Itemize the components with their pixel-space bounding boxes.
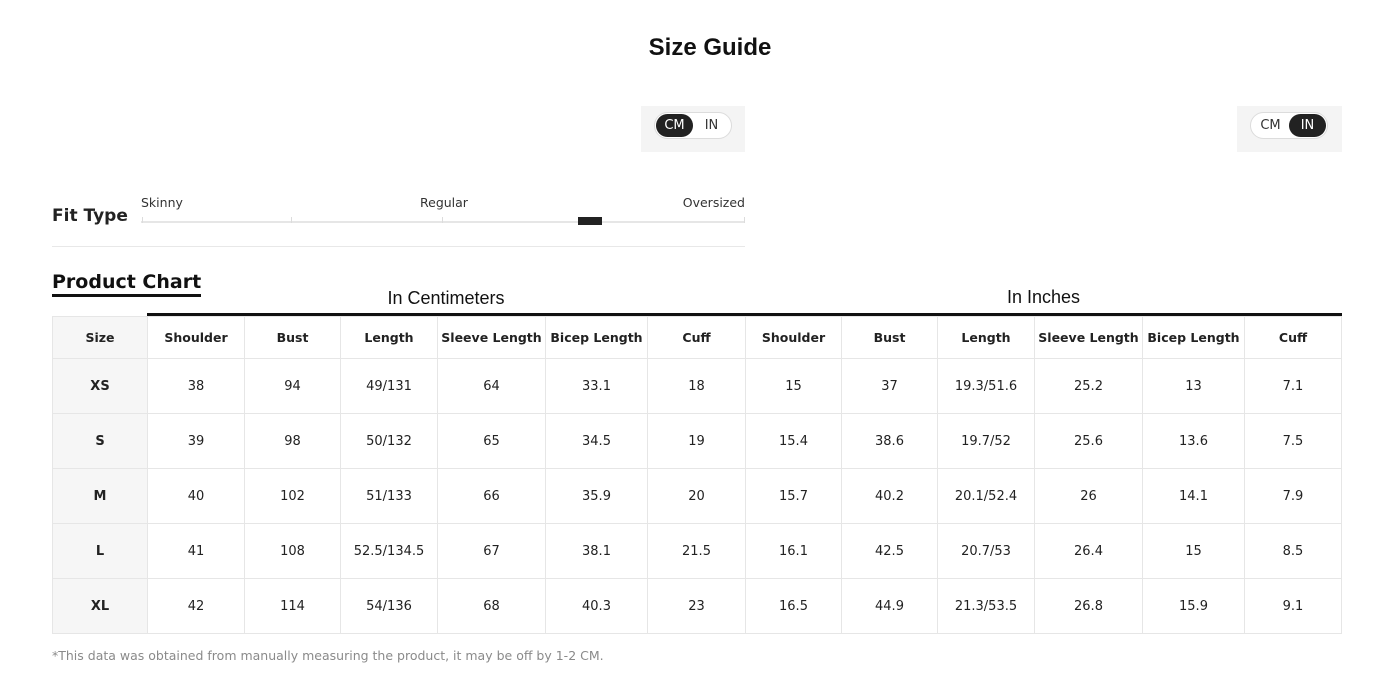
cm-value-cell: 39 (148, 414, 245, 469)
cm-value-cell: 64 (438, 359, 546, 414)
in-value-cell: 15.4 (746, 414, 842, 469)
cm-value-cell: 21.5 (648, 524, 746, 579)
in-column-header: Length (938, 317, 1035, 359)
in-value-cell: 38.6 (842, 414, 938, 469)
fit-option-oversized: Oversized (682, 195, 745, 210)
cm-column-header: Shoulder (148, 317, 245, 359)
cm-value-cell: 54/136 (341, 579, 438, 634)
in-value-cell: 26 (1035, 469, 1143, 524)
cm-value-cell: 108 (245, 524, 341, 579)
in-value-cell: 16.1 (746, 524, 842, 579)
fit-option-skinny: Skinny (141, 195, 183, 210)
fit-scale-track (141, 221, 745, 223)
unit-toggle-cm (654, 112, 732, 139)
in-value-cell: 26.8 (1035, 579, 1143, 634)
cm-value-cell: 66 (438, 469, 546, 524)
in-value-cell: 15.7 (746, 469, 842, 524)
in-column-header: Cuff (1245, 317, 1342, 359)
cm-column-header: Length (341, 317, 438, 359)
in-column-header: Bicep Length (1143, 317, 1245, 359)
cm-value-cell: 19 (648, 414, 746, 469)
fit-scale-tick (142, 217, 143, 223)
in-value-cell: 15.9 (1143, 579, 1245, 634)
cm-column-header: Cuff (648, 317, 746, 359)
fit-scale-tick (442, 217, 443, 223)
in-column-header: Shoulder (746, 317, 842, 359)
in-column-header: Sleeve Length (1035, 317, 1143, 359)
table-row (53, 414, 1342, 469)
unit-option-cm[interactable]: CM (1260, 118, 1281, 133)
unit-toggle-in (1250, 112, 1328, 139)
in-value-cell: 7.5 (1245, 414, 1342, 469)
in-value-cell: 19.3/51.6 (938, 359, 1035, 414)
in-value-cell: 44.9 (842, 579, 938, 634)
cm-value-cell: 18 (648, 359, 746, 414)
cm-value-cell: 98 (245, 414, 341, 469)
cm-value-cell: 50/132 (341, 414, 438, 469)
measurement-footnote: *This data was obtained from manually measuring the product, it may be off by 1-2 CM. (52, 648, 604, 663)
cm-value-cell: 65 (438, 414, 546, 469)
in-value-cell: 16.5 (746, 579, 842, 634)
size-cell: M (53, 469, 148, 524)
in-value-cell: 15 (1143, 524, 1245, 579)
in-value-cell: 42.5 (842, 524, 938, 579)
cm-value-cell: 52.5/134.5 (341, 524, 438, 579)
fit-level-marker (578, 217, 602, 225)
size-cell: XL (53, 579, 148, 634)
table-row (53, 524, 1342, 579)
in-value-cell: 19.7/52 (938, 414, 1035, 469)
table-row (53, 579, 1342, 634)
centimeters-heading: In Centimeters (387, 288, 505, 308)
unit-toggle-panel-cm (641, 106, 745, 152)
in-value-cell: 7.1 (1245, 359, 1342, 414)
cm-value-cell: 94 (245, 359, 341, 414)
cm-value-cell: 33.1 (546, 359, 648, 414)
cm-value-cell: 23 (648, 579, 746, 634)
in-value-cell: 8.5 (1245, 524, 1342, 579)
cm-value-cell: 38 (148, 359, 245, 414)
cm-value-cell: 41 (148, 524, 245, 579)
product-chart-tab[interactable]: Product Chart (52, 270, 201, 297)
size-cell: L (53, 524, 148, 579)
cm-value-cell: 102 (245, 469, 341, 524)
cm-value-cell: 40 (148, 469, 245, 524)
inches-heading: In Inches (1006, 287, 1081, 307)
in-column-header: Bust (842, 317, 938, 359)
in-value-cell: 15 (746, 359, 842, 414)
unit-option-in[interactable]: IN (1289, 114, 1326, 137)
cm-value-cell: 20 (648, 469, 746, 524)
in-value-cell: 20.7/53 (938, 524, 1035, 579)
fit-scale-tick (744, 217, 745, 223)
cm-value-cell: 42 (148, 579, 245, 634)
in-value-cell: 13 (1143, 359, 1245, 414)
fit-type-label: Fit Type (52, 206, 128, 226)
cm-column-header: Bicep Length (546, 317, 648, 359)
page-title: Size Guide (648, 34, 772, 61)
table-header-row (53, 317, 1342, 359)
size-cell: S (53, 414, 148, 469)
cm-value-cell: 38.1 (546, 524, 648, 579)
fit-scale-labels (141, 195, 745, 211)
in-value-cell: 25.6 (1035, 414, 1143, 469)
cm-value-cell: 40.3 (546, 579, 648, 634)
fit-option-regular: Regular (420, 195, 468, 210)
in-value-cell: 20.1/52.4 (938, 469, 1035, 524)
in-value-cell: 13.6 (1143, 414, 1245, 469)
fit-scale-tick (291, 217, 292, 223)
in-value-cell: 40.2 (842, 469, 938, 524)
cm-value-cell: 49/131 (341, 359, 438, 414)
unit-option-cm[interactable]: CM (656, 114, 693, 137)
cm-value-cell: 34.5 (546, 414, 648, 469)
unit-toggle-panel-in (1237, 106, 1342, 152)
size-cell: XS (53, 359, 148, 414)
cm-value-cell: 68 (438, 579, 546, 634)
in-value-cell: 9.1 (1245, 579, 1342, 634)
cm-value-cell: 114 (245, 579, 341, 634)
cm-column-header: Sleeve Length (438, 317, 546, 359)
size-column-header: Size (53, 317, 148, 359)
cm-value-cell: 51/133 (341, 469, 438, 524)
in-value-cell: 7.9 (1245, 469, 1342, 524)
cm-column-header: Bust (245, 317, 341, 359)
in-value-cell: 21.3/53.5 (938, 579, 1035, 634)
cm-value-cell: 67 (438, 524, 546, 579)
size-chart-table (52, 316, 1342, 634)
in-value-cell: 14.1 (1143, 469, 1245, 524)
table-row (53, 469, 1342, 524)
table-row (53, 359, 1342, 414)
in-value-cell: 25.2 (1035, 359, 1143, 414)
in-value-cell: 37 (842, 359, 938, 414)
in-value-cell: 26.4 (1035, 524, 1143, 579)
cm-value-cell: 35.9 (546, 469, 648, 524)
unit-option-in[interactable]: IN (704, 118, 719, 133)
section-divider (52, 246, 745, 247)
